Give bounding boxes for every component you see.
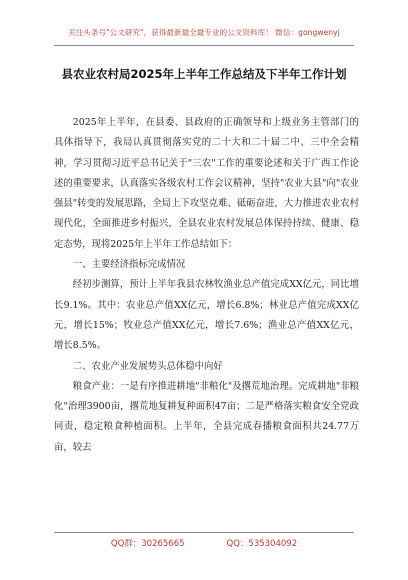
- document-title: 县农业农村局2025年上半年工作总结及下半年工作计划: [61, 67, 347, 81]
- footer-qq: QQ：535304092: [226, 539, 298, 549]
- section-heading-2: 二、农业产业发展势头总体稳中向好: [72, 360, 223, 372]
- header-divider: [54, 45, 354, 46]
- paragraph-intro: 2025年上半年，在县委、县政府的正确领导和上级业务主管部门的具体指导下，我局认真贯彻落实党的二十大和二十届二中、三中全会精神，学习贯彻习近平总书记关于"三农"工作的重要论述和关于广西工作论述的重要要求，认真落实各级农村工作会议精神，坚持"农业大县"向"农业强县"转变的发展思路，全局上下攻坚克难、砥砺奋进，大力推进农业农村现代化，全面推进乡村振兴，全县农业农村发展总体保持持续、健康、稳定态势，现将2025年上半年工作总结如下：: [54, 117, 359, 250]
- section-heading-1: 一、主要经济指标完成情况: [72, 259, 186, 271]
- footer-qq-group: QQ群：30265665: [110, 539, 185, 549]
- document-body: [54, 113, 359, 458]
- paragraph-indicators: 经初步测算，预计上半年我县农林牧渔业总产值完成XX亿元，同比增长9.1%。其中：农业总产值XX亿元，增长6.8%；林业总产值完成XX亿元，增长15%；牧业总产值XX亿元，增长7.6%；渔业总产值XX亿元，增长8.5%。: [54, 279, 359, 352]
- header-promo-note: 关注头条号"公文研究"，获得最新最全最专业的公文资料库！ 微信：gongwenyj: [68, 28, 340, 37]
- footer-contact: [0, 537, 408, 549]
- paragraph-grain: 粮食产业：一是有序推进耕地"非粮化"及撂荒地治理。完成耕地"非粮化"治理3900亩，撂荒地复耕复种面积47亩；二是严格落实粮食安全党政同责，稳定粮食种植面积。上半年，全县完成春播粮食面积共24.77万亩，较去: [54, 380, 359, 453]
- footer-divider: [54, 532, 354, 533]
